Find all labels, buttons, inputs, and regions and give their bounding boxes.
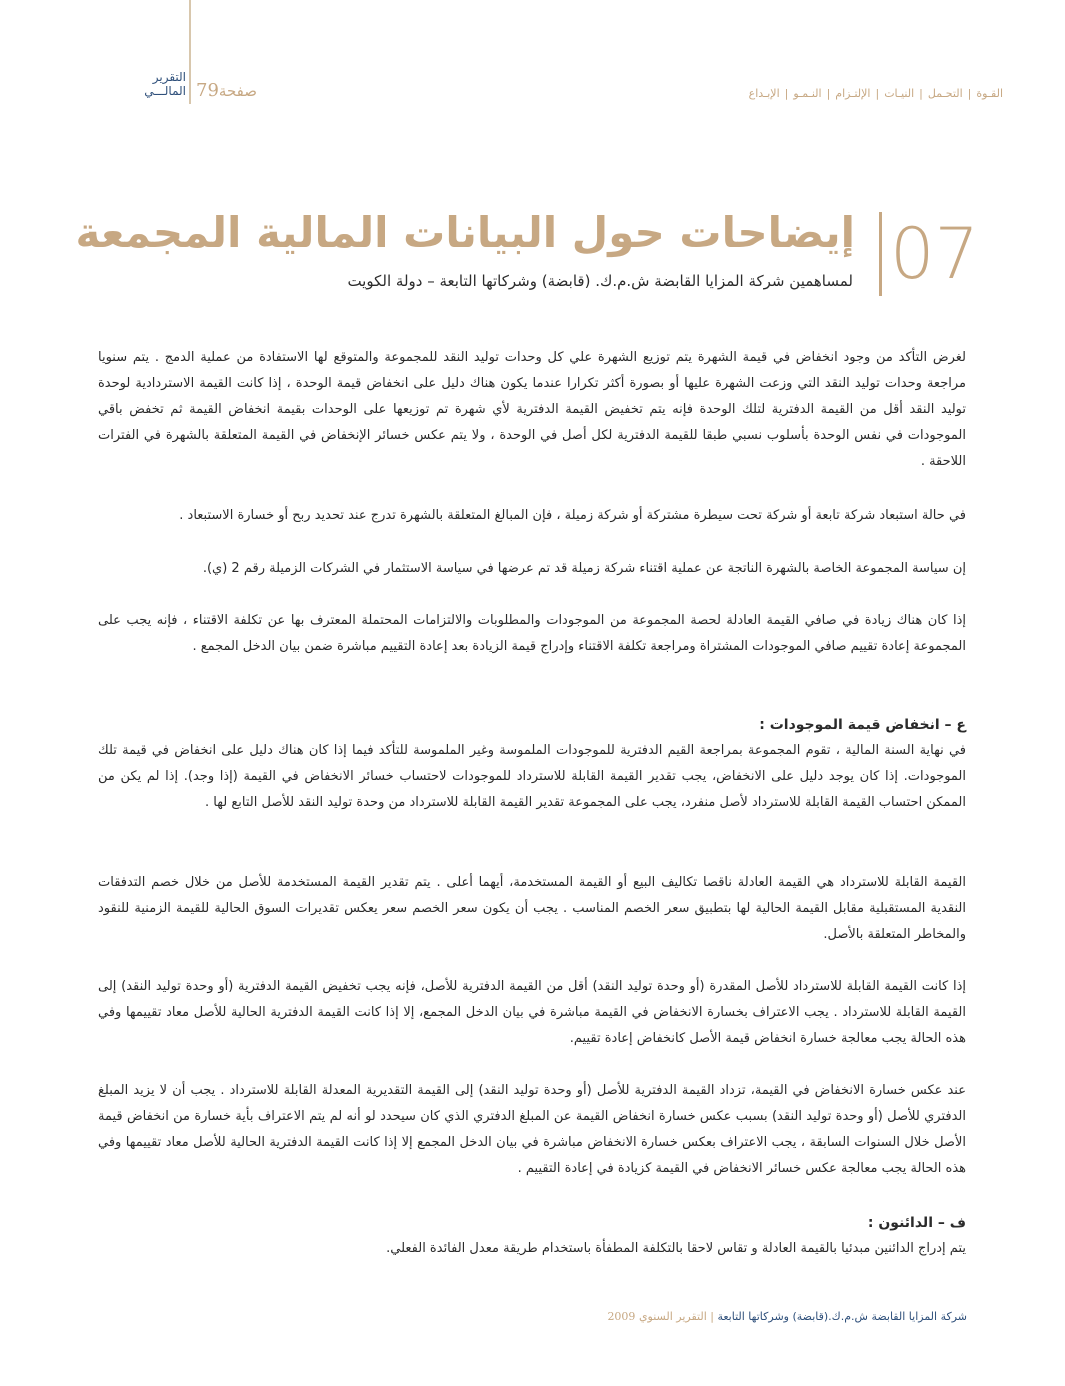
page-label-line1: التقرير xyxy=(152,70,186,84)
paragraph: إذا كانت القيمة القابلة للاسترداد للأصل المقدرة (أو وحدة توليد النقد) أقل من القيمة الدفترية للأصل، فإنه يجب تخفيض القيمة الدفترية (أو وحدة توليد النقد) إلى القيمة القابلة للاسترداد . يجب الاعتراف بخسارة الانخفاض في القيمة مباشرة في بيان الدخل المجمع، إلا إذا كانت القيمة الدفترية الحالية للأصل معاد تقييمها وفي هذه الحالة يجب معالجة خسارة انخفاض قيمة الأصل كانخفاض إعادة تقييم. xyxy=(98,979,966,1046)
paragraph: القيمة القابلة للاسترداد هي القيمة العادلة ناقصا تكاليف البيع أو القيمة المستخدمة، أيهما أعلى . يتم تقدير القيمة المستخدمة للأصل من خلال خصم التدفقات النقدية المستقبلية مقابل القيمة الحالية لها بتطبيق سعر الخصم المناسب . يجب أن يكون سعر الخصم سعر يعكس تقديرات السوق الحالية للقيمة الزمنية للنقود والمخاطر المتعلقة بالأصل. xyxy=(98,875,966,942)
nav-item[interactable]: التحـمل xyxy=(927,87,963,100)
paragraph: إذا كان هناك زيادة في صافي القيمة العادلة لحصة المجموعة من الموجودات والمطلوبات والالتزامات المحتملة المعترف بها عن تكلفة الاقتناء ، فإنه يجب على المجموعة إعادة تقييم صافي الموجودات المشتراة ومراجعة تكلفة الاقتناء وإدراج قيمة الزيادة بعد إعادة التقييم مباشرة ضمن بيان الدخل المجمع . xyxy=(98,613,966,654)
page-title: إيضاحات حول البيانات المالية المجمعة xyxy=(75,208,855,257)
page-label-line2: المالـــي xyxy=(144,84,186,98)
paragraph-recoverable-amount xyxy=(98,870,966,948)
paragraph: يتم إدراج الدائنين مبدئيا بالقيمة العادلة و تقاس لاحقا بالتكلفة المطفأة باستخدام طريقة معدل الفائدة الفعلي. xyxy=(386,1241,966,1256)
page-number xyxy=(196,80,257,101)
paragraph: عند عكس خسارة الانخفاض في القيمة، تزداد القيمة الدفترية للأصل (أو وحدة توليد النقد) إلى القيمة التقديرية المعدلة القابلة للاسترداد . يجب أن لا يزيد المبلغ الدفتري للأصل (أو وحدة توليد النقد) بسبب عكس خسارة انخفاض القيمة عن المبلغ الدفتري الذي كان سيحدد لو أنه لم يتم الاعتراف بأية خسارة من انخفاض قيمة الأصل خلال السنوات السابقة ، يجب الاعتراف بعكس خسارة الانخفاض مباشرة في بيان الدخل المجمع إلا إذا كانت القيمة الدفترية الحالية للأصل معاد تقييمها وفي هذه الحالة يجب معالجة عكس خسائر الانخفاض في القيمة كزيادة في إعادة التقييم . xyxy=(98,1083,966,1176)
footer: شركة المزايا القابضة ش.م.ك.(قابضة) وشركاتها التابعة | التقرير السنوي 2009 xyxy=(607,1310,967,1323)
paragraph-excess-fair-value xyxy=(98,608,966,660)
paragraph-impairment-loss xyxy=(98,974,966,1052)
paragraph-reversal xyxy=(98,1078,966,1182)
page-word: صفحة xyxy=(218,82,257,100)
page-label xyxy=(120,70,186,98)
nav-item[interactable]: النيـات xyxy=(884,87,915,100)
paragraph: لغرض التأكد من وجود انخفاض في قيمة الشهرة يتم توزيع الشهرة علي كل وحدات توليد النقد للمجموعة والمتوقع لها الاستفادة من عملية الدمج . يتم سنويا مراجعة وحدات توليد النقد التي وزعت الشهرة عليها أو بصورة أكثر تكرارا عندما يكون هناك دليل على انخفاض قيمة الوحدة ، إذا كانت القيمة الاستردادية لوحدة توليد النقد أقل من القيمة الدفترية لتلك الوحدة فإنه يتم تخفيض القيمة الدفترية لأي شهرة تم توزيعها على الوحدات بقيمة انخفاض القيمة ثم تخفض باقي الموجودات في نفس الوحدة بأسلوب نسبي طبقا للقيمة الدفترية لكل أصل في الوحدة ، ولا يتم عكس خسائر الإنخفاض في القيمة المتعلقة بالشهرة في الفترات اللاحقة . xyxy=(98,350,966,469)
paragraph-goodwill-impairment xyxy=(98,345,966,475)
header-divider-line xyxy=(189,0,191,104)
title-divider xyxy=(879,212,882,296)
paragraph: إن سياسة المجموعة الخاصة بالشهرة الناتجة عن عملية اقتناء شركة زميلة قد تم عرضها في سياسة الاستثمار في الشركات الزميلة رقم 2 (ي). xyxy=(202,561,966,576)
chapter-number: 07 xyxy=(890,213,980,295)
footer-year: 2009 xyxy=(607,1310,636,1323)
section-creditors xyxy=(98,1210,966,1262)
footer-company: شركة المزايا القابضة ش.م.ك.(قابضة) وشركاتها التابعة xyxy=(717,1310,967,1323)
section-impairment xyxy=(98,712,966,816)
nav-item[interactable]: الإلتـزام xyxy=(835,87,871,100)
top-nav: القـوة|التحـمل|النيـات|الإلتـزام|النـمـو|الإبـداع xyxy=(748,87,1003,100)
paragraph: في نهاية السنة المالية ، تقوم المجموعة بمراجعة القيم الدفترية للموجودات الملموسة وغير الملموسة للتأكد فيما إذا كان هناك دليل على انخفاض في قيمة تلك الموجودات. إذا كان يوجد دليل على الانخفاض، يجب تقدير القيمة القابلة للاسترداد للموجودات لاحتساب خسائر الانخفاض في القيمة (إذا وجد). إذا لم يكن من الممكن احتساب القيمة القابلة للاسترداد لأصل منفرد، يجب على المجموعة تقدير القيمة القابلة للاسترداد من وحدة توليد النقد للأصل التابع لها . xyxy=(98,743,966,810)
nav-item[interactable]: القـوة xyxy=(976,87,1003,100)
section-heading-impairment: ع – انخفاض قيمة الموجودات : xyxy=(759,717,966,733)
paragraph: في حالة استبعاد شركة تابعة أو شركة تحت سيطرة مشتركة أو شركة زميلة ، فإن المبالغ المتعلقة بالشهرة تدرج عند تحديد ربح أو خسارة الاستبعاد . xyxy=(179,508,966,523)
nav-item[interactable]: النـمـو xyxy=(793,87,822,100)
paragraph-associate-goodwill xyxy=(98,556,966,582)
page-subtitle: لمساهمين شركة المزايا القابضة ش.م.ك. (قابضة) وشركاتها التابعة – دولة الكويت xyxy=(347,272,853,290)
paragraph-disposal xyxy=(98,503,966,529)
footer-report: التقرير السنوي xyxy=(638,1310,707,1323)
page-number-value: 79 xyxy=(196,80,219,101)
section-heading-creditors: ف – الدائنون : xyxy=(867,1215,966,1231)
nav-item[interactable]: الإبـداع xyxy=(748,87,780,100)
